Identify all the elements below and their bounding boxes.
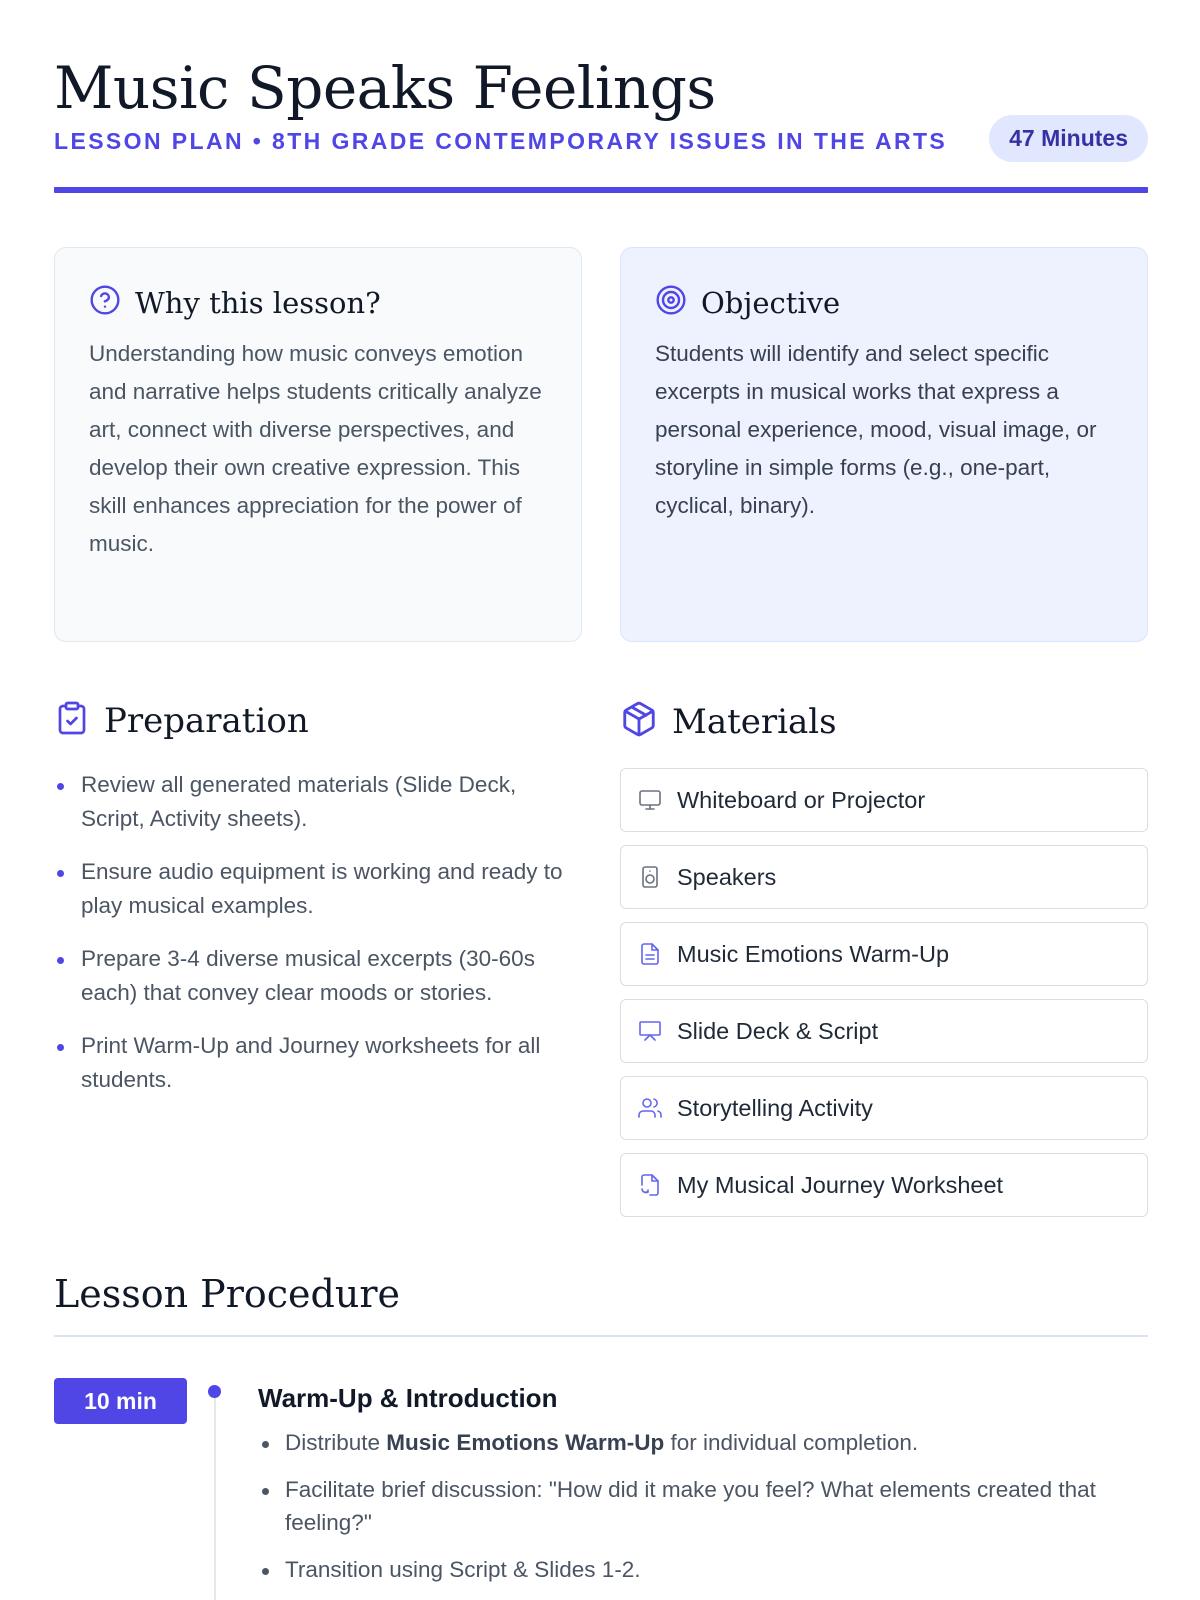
- page-subtitle: LESSON PLAN • 8TH GRADE CONTEMPORARY ISSUES IN THE ARTS: [54, 128, 948, 154]
- material-label: Whiteboard or Projector: [677, 786, 926, 813]
- timeline-line: [214, 1396, 216, 1600]
- speaker-icon: [637, 864, 663, 890]
- timeline-dot: [208, 1385, 221, 1398]
- why-card-title: Why this lesson?: [135, 285, 381, 320]
- presentation-icon: [637, 1018, 663, 1044]
- step-time-badge: 10 min: [54, 1378, 187, 1424]
- material-label: Slide Deck & Script: [677, 1017, 879, 1044]
- material-label: Speakers: [677, 863, 777, 890]
- preparation-heading: [54, 700, 309, 741]
- lesson-header: [54, 50, 1148, 154]
- document-icon: [637, 941, 663, 967]
- preparation-list: [54, 768, 574, 1116]
- procedure-divider: [54, 1335, 1148, 1337]
- step-bullets: [258, 1426, 1148, 1586]
- material-item-speakers[interactable]: [620, 845, 1148, 909]
- question-circle-icon: [89, 284, 121, 321]
- file-sync-icon: [637, 1172, 663, 1198]
- monitor-icon: [637, 787, 663, 813]
- material-item-slide-deck[interactable]: [620, 999, 1148, 1063]
- material-label: My Musical Journey Worksheet: [677, 1171, 1004, 1198]
- material-item-storytelling[interactable]: [620, 1076, 1148, 1140]
- list-item: Print Warm-Up and Journey worksheets for all students.: [54, 1029, 574, 1097]
- procedure-title: Lesson Procedure: [54, 1272, 400, 1316]
- material-label: Music Emotions Warm-Up: [677, 940, 950, 967]
- page-title: Music Speaks Feelings: [54, 54, 716, 122]
- why-card-body: Understanding how music conveys emotion and narrative helps students critically analyze art, connect with diverse perspectives, and develop their own creative expression. This skill enhances appreciation for the power of music.: [89, 341, 542, 556]
- objective-card-body: Students will identify and select specific excerpts in musical works that express a personal experience, mood, visual image, or storyline in simple forms (e.g., one-part, cyclical, binary).: [655, 341, 1097, 518]
- procedure-step: [258, 1383, 1148, 1600]
- step-bullet: Facilitate brief discussion: "How did it make you feel? What elements created that feeling?": [258, 1473, 1148, 1539]
- target-icon: [655, 284, 687, 321]
- material-item-journey-worksheet[interactable]: [620, 1153, 1148, 1217]
- objective-card: [620, 247, 1148, 642]
- material-label: Storytelling Activity: [677, 1094, 873, 1121]
- material-item-whiteboard[interactable]: [620, 768, 1148, 832]
- header-divider: [54, 187, 1148, 193]
- material-item-warmup[interactable]: [620, 922, 1148, 986]
- materials-title: Materials: [672, 701, 837, 742]
- list-item: Ensure audio equipment is working and ready to play musical examples.: [54, 855, 574, 923]
- list-item: Prepare 3-4 diverse musical excerpts (30-60s each) that convey clear moods or stories.: [54, 942, 574, 1010]
- step-title: Warm-Up & Introduction: [258, 1383, 558, 1413]
- list-item: Review all generated materials (Slide Deck, Script, Activity sheets).: [54, 768, 574, 836]
- why-card: [54, 247, 582, 642]
- step-bullet: Transition using Script & Slides 1-2.: [258, 1553, 1148, 1586]
- materials-list: [620, 768, 1148, 1230]
- materials-heading: [620, 700, 837, 743]
- users-icon: [637, 1095, 663, 1121]
- preparation-title: Preparation: [104, 700, 309, 741]
- clipboard-check-icon: [54, 700, 90, 741]
- duration-badge: 47 Minutes: [989, 115, 1148, 162]
- package-icon: [620, 700, 658, 743]
- objective-card-title: Objective: [701, 285, 841, 320]
- step-bullet: Distribute Music Emotions Warm-Up for individual completion.: [258, 1426, 1148, 1459]
